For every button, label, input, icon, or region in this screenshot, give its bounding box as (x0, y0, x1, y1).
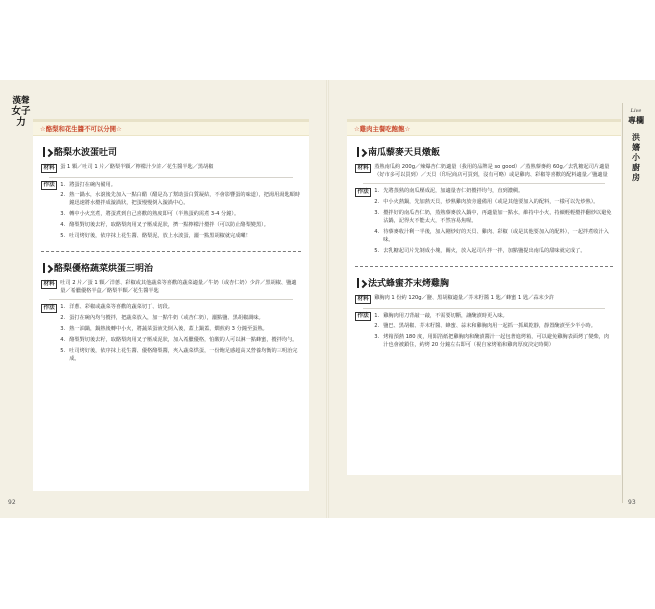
step-number: 4. (60, 337, 66, 344)
step-text: 吐司烤好後，依序抹上花生醬、優格酪梨醬，夾入蔬菜烘蛋，一份飽足感超高又營養均衡的三明治完成。 (69, 348, 298, 363)
step-item (374, 209, 613, 225)
step-number: 1. (374, 188, 380, 195)
divider (363, 183, 605, 184)
step-number: 1. (60, 304, 66, 311)
step-number: 5. (60, 233, 66, 240)
ingredients-text: 吐司 2 片／蛋 1 顆／洋蔥、彩椒或其他蔬菜等喜歡的蔬菜適量／牛奶（或杏仁奶）少許／黑胡椒、鹽適量／希臘優格半盒／酪梨半顆／花生醬半匙 (60, 280, 297, 295)
ingredients-text: 蛋 1 顆／吐司 1 片／酪梨半顆／檸檬汁少許／花生醬半匙／黑胡椒 (60, 164, 214, 170)
step-item (60, 336, 301, 344)
step-text: 蛋打在碗內均勻攪拌，把蔬菜放入，加一點牛奶（或杏仁奶），灑點鹽、黑胡椒調味。 (69, 315, 264, 322)
step-number: 3. (60, 211, 66, 218)
checkmark-icon (357, 147, 364, 157)
ingredients-text: 雞胸肉 1 份約 120g／鹽、黑胡椒適量／芥末籽醬 1 匙／蜂蜜 1 匙／蒜末少許 (374, 295, 555, 302)
step-text: 先將蒸熟的南瓜壓成泥，加適量杏仁奶攪拌均勻，直到濃稠。 (383, 188, 524, 195)
steps-row (355, 312, 613, 353)
step-number: 1. (374, 312, 380, 319)
recipe-title (43, 261, 301, 274)
right-edge-rule (622, 103, 623, 503)
step-number: 2. (374, 199, 380, 206)
steps-list (374, 312, 613, 353)
divider (49, 177, 293, 178)
step-text: 酪梨對切後去籽，取酪梨肉用叉子壓成泥狀，加入希臘優格，怕酸的人可以淋一點蜂蜜，攪拌均勻。 (69, 337, 298, 344)
steps-list (60, 303, 301, 366)
ingredients-tag: 材料 (355, 164, 371, 173)
step-item (374, 312, 613, 320)
steps-row (355, 187, 613, 258)
checkmark-icon (43, 263, 50, 273)
recipe-title-text: 酪梨水波蛋吐司 (54, 148, 118, 158)
step-number: 3. (374, 334, 380, 341)
recipe-separator (355, 266, 613, 267)
step-item (60, 221, 301, 229)
column-name: 洪嬸小廚房 (631, 133, 641, 183)
step-item (374, 333, 613, 349)
steps-row (41, 303, 301, 366)
step-text: 吐司烤好後，依序抹上花生醬、酪梨泥，放上水波蛋，灑一點黑胡椒就完成囉！ (69, 233, 251, 240)
book-spine (326, 80, 329, 518)
recipe-title-text: 酪梨優格蔬菜烘蛋三明治 (54, 264, 154, 275)
step-text: 熱一鍋水，水滾後先加入一點白醋（醋是為了幫助蛋白質凝結，不會影響蛋的味道），把湯用湯匙順時鐘迅速將水攪拌成漩渦狀，把蛋慢慢倒入漩渦中心。 (69, 192, 301, 207)
recipe-title-text: 法式蜂蜜芥末烤雞胸 (368, 279, 450, 290)
step-text: 雞胸肉用刀背敲一敲，不需要切斷，讓醃漬時更入味。 (383, 312, 508, 319)
step-number: 5. (374, 248, 380, 255)
column-script: Live (630, 108, 642, 114)
divider (363, 308, 605, 309)
step-number: 1. (60, 181, 66, 188)
magazine-logo-bottom: 女子力 (11, 106, 31, 128)
ingredients-tag: 材料 (41, 164, 57, 173)
step-text: 待藜麥收汁剩一半後，加入剛炒好的天貝、雞肉、彩椒（或是其他要加入的配料），一起拌煮收汁入味。 (383, 229, 609, 244)
step-item (60, 303, 301, 311)
step-text: 去乳糖起司片先剝成小塊，關火，放入起司片拌一拌，加點鹽提出南瓜的甜味就完成了。 (383, 248, 586, 255)
step-text: 酪梨對切後去籽，取酪梨肉用叉子壓成泥狀，擠一點檸檬汁攪拌（可以防止酪梨變黑）。 (69, 222, 269, 229)
step-item (60, 210, 301, 218)
checkmark-icon (357, 278, 364, 288)
step-text: 將蛋打在碗內備用。 (69, 181, 116, 188)
recipe-title (43, 145, 301, 158)
recipe-separator (41, 251, 301, 252)
step-number: 2. (60, 315, 66, 322)
recipe-card (347, 276, 621, 352)
step-text: 烤箱預熱 180 度，用鋁箔紙把雞胸肉和醃漬醬汁一起包著進烤箱，可以避免雞胸表面烤了變柴，肉汁也會被鎖住，約烤 20 分鐘左右即可（視自家烤箱和雞肉厚度決定時間） (383, 334, 610, 349)
divider (49, 299, 293, 300)
magazine-logo-top: 漢聲 (12, 96, 30, 106)
step-item (60, 314, 301, 322)
ingredients-row (41, 163, 301, 173)
column-tag: 專欄 (628, 116, 644, 125)
step-number: 4. (374, 229, 380, 236)
recipe-title (357, 145, 613, 158)
step-item (374, 198, 613, 206)
recipe-card (33, 261, 309, 366)
steps-tag: 作法 (41, 304, 57, 313)
step-text: 洋蔥、彩椒或蔬菜等喜歡的蔬菜切丁、切段。 (69, 304, 173, 311)
steps-tag: 作法 (355, 188, 371, 197)
step-item (374, 322, 613, 330)
step-item (60, 347, 301, 363)
recipe-card (347, 145, 621, 258)
step-number: 3. (60, 326, 66, 333)
recipe-panel-left (33, 119, 309, 491)
panel-header: ☆酪梨和花生醬不可以分開☆ (33, 122, 309, 136)
checkmark-icon (43, 147, 50, 157)
step-item (60, 325, 301, 333)
step-item (60, 191, 301, 207)
step-number: 4. (60, 222, 66, 229)
column-label (625, 108, 647, 183)
steps-list (60, 181, 301, 244)
ingredients-row (41, 279, 301, 295)
ingredients-tag: 材料 (355, 295, 371, 304)
panel-header: ☆雞肉主餐吃飽飽☆ (347, 122, 621, 136)
ingredients-row (355, 294, 613, 304)
page-number-left: 92 (8, 499, 16, 506)
steps-list (374, 187, 613, 258)
step-item (374, 247, 613, 255)
steps-tag: 作法 (355, 312, 371, 321)
ingredients-tag: 材料 (41, 280, 57, 289)
step-item (374, 228, 613, 244)
step-item (374, 187, 613, 195)
ingredients-text: 蒸熟南瓜約 200g／辣爆杏仁奶適量（我用的品牌是 so good）／蒸熟藜麥約 60g／去乳糖起司片適量（好市多可以買到）／天貝（印尼商店可買到，沒有可略）或是雞肉、彩椒等喜歡的配料適量／鹽適量 (374, 164, 610, 179)
step-number: 2. (374, 323, 380, 330)
step-number: 5. (60, 348, 66, 355)
recipe-title (357, 276, 613, 289)
magazine-logo (11, 97, 31, 128)
steps-tag: 作法 (41, 181, 57, 190)
step-text: 中小火熱鍋，先加熱天貝，炒熟雞肉放旁邊備用（或是其他要加入的配料，一樣可以先炒熟）。 (383, 199, 599, 206)
step-item (60, 181, 301, 189)
recipe-title-text: 南瓜藜麥天貝燉飯 (368, 148, 441, 158)
step-number: 3. (374, 210, 380, 217)
step-text: 熱一油鍋，鍋熱後轉中小火，將蔬菜蛋液先倒入後，蓋上鍋蓋，燜煎約 3 分鐘至蛋熟。 (69, 326, 268, 333)
recipe-card (33, 145, 309, 243)
step-text: 轉中小火烹煮，將蛋煮到自己喜歡的熟度即可（半熟蛋約需煮 3-4 分鐘）。 (69, 211, 240, 218)
step-item (60, 232, 301, 240)
steps-row (41, 181, 301, 244)
ingredients-row (355, 163, 613, 179)
step-text: 攪拌好的南瓜杏仁奶，蒸熟藜麥放入鍋中，再適量加一點水，維持中小火，持續輕輕攪拌翻炒以避免沾鍋，記得火不能太大，不然容易焦喔。 (383, 210, 612, 225)
step-text: 鹽巴、黑胡椒、芥末籽醬、蜂蜜、蒜末和雞胸肉用一起抓一抓風乾靜，靜置醃漬至少半小時。 (383, 323, 596, 330)
step-number: 2. (60, 192, 66, 199)
page-number-right: 93 (628, 499, 636, 506)
recipe-panel-right (347, 119, 621, 475)
